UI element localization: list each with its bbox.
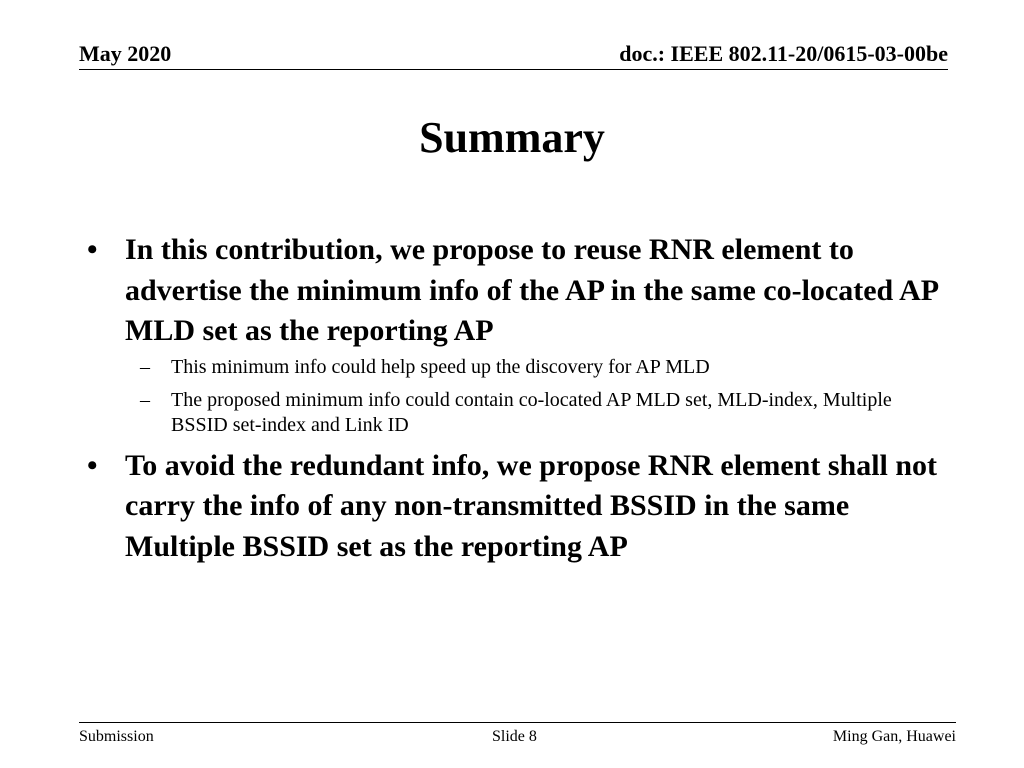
bullet-dot-icon: • [87,233,98,266]
footer-submission: Submission [79,728,154,745]
header-doc-number: doc.: IEEE 802.11-20/0615-03-00be [619,41,948,66]
footer-slide-number: Slide 8 [492,728,537,745]
dash-icon: – [140,388,150,411]
bullet-text: In this contribution, we propose to reuse RNR element to advertise the minimum info of the AP in the same co-located AP MLD set as the reporting AP [125,233,938,347]
bullet-item [80,230,960,352]
dash-icon: – [140,355,150,378]
sub-bullet-item [80,355,931,380]
sub-bullet-text: This minimum info could help speed up the discovery for AP MLD [171,355,710,378]
slide-footer [79,722,956,753]
header-date: May 2020 [79,41,172,66]
slide-header [79,40,948,70]
bullet-dot-icon: • [87,448,98,482]
footer-author: Ming Gan, Huawei [832,728,956,745]
bullet-item [80,446,960,568]
sub-bullet-list [80,355,960,438]
slide-content [80,230,960,569]
bullet-text: To avoid the redundant info, we propose RNR element shall not carry the info of any non-transmitted BSSID in the same Multiple BSSID set as the reporting AP [125,448,938,563]
slide-title: Summary [419,113,605,162]
sub-bullet-item [80,388,931,438]
sub-bullet-text: The proposed minimum info could contain co-located AP MLD set, MLD-index, Multiple BSSID set-index and Link ID [171,388,892,436]
